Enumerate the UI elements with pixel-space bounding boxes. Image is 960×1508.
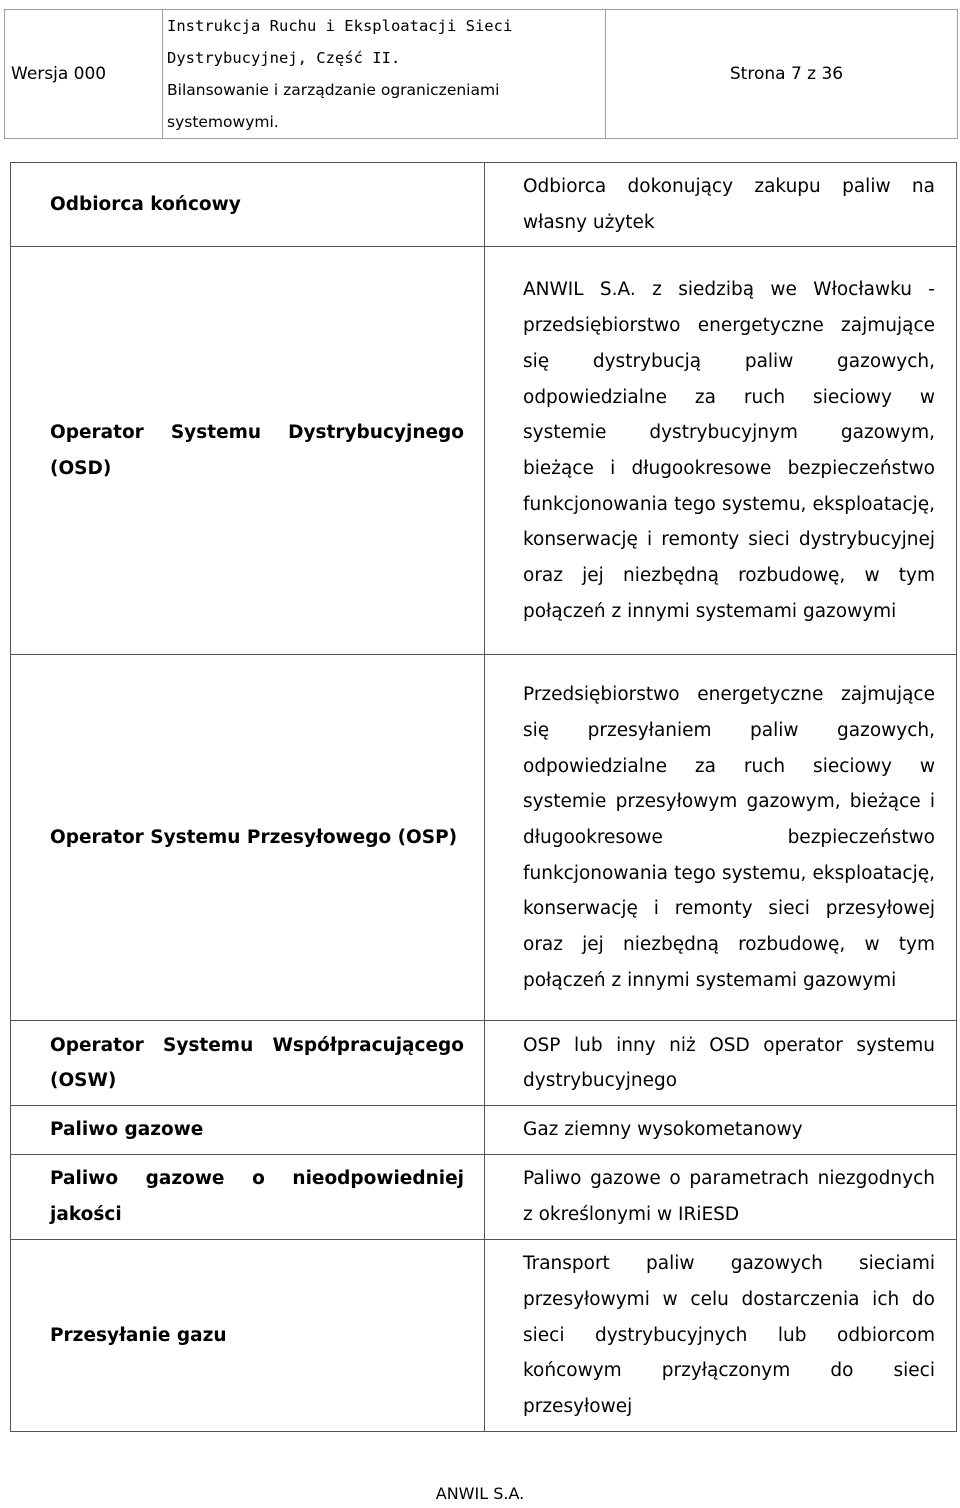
document-subtitle: Bilansowanie i zarządzanie ograniczeniami systemowymi. [167,81,500,131]
definition-text: ANWIL S.A. z siedzibą we Włocławku - przedsiębiorstwo energetyczne zajmujące się dystrybucją paliw gazowych, odpowiedzialne za ruch sieciowy w systemie dystrybucyjnym gazowym, bieżące i długookresowe bezpieczeństwo funkcjonowania tego systemu, eksploatację, konserwację i remonty sieci dystrybucyjnej oraz jej niezbędną rozbudowę, w tym połączeń z innymi systemami gazowymi [485,247,957,655]
table-row [11,1021,957,1106]
table-row [11,1240,957,1432]
definition-text: Transport paliw gazowych sieciami przesyłowymi w celu dostarczenia ich do sieci dystrybucyjnych lub odbiorcom końcowym przyłączonym do sieci przesyłowej [485,1240,957,1432]
definition-term: Operator Systemu Przesyłowego (OSP) [11,655,485,1021]
definition-text: Odbiorca dokonujący zakupu paliw na własny użytek [485,163,957,247]
document-version: Wersja 000 [11,64,107,84]
definition-text: OSP lub inny niż OSD operator systemu dystrybucyjnego [485,1021,957,1106]
definition-text: Przedsiębiorstwo energetyczne zajmujące się przesyłaniem paliw gazowych, odpowiedzialne za ruch sieciowy w systemie przesyłowym gazowym, bieżące i długookresowe bezpieczeństwo funkcjonowania tego systemu, eksploatację, konserwację i remonty sieci przesyłowej oraz jej niezbędną rozbudowę, w tym połączeń z innymi systemami gazowymi [485,655,957,1021]
header-version-cell [4,9,163,139]
definition-text: Paliwo gazowe o parametrach niezgodnych z określonymi w IRiESD [485,1155,957,1240]
definitions-table [10,162,957,1432]
table-row [11,1106,957,1155]
header-page-cell [606,9,958,139]
page-footer: ANWIL S.A. [435,1484,525,1503]
definition-term: Operator Systemu Dystrybucyjnego (OSD) [11,247,485,655]
table-row [11,247,957,655]
document-title: Instrukcja Ruchu i Eksploatacji Sieci Dystrybucyjnej, Część II. [167,17,513,67]
table-row [11,163,957,247]
header-title-cell [163,9,606,139]
definition-term: Przesyłanie gazu [11,1240,485,1432]
page-number: Strona 7 z 36 [729,64,844,84]
definition-term: Odbiorca końcowy [11,163,485,247]
table-row [11,1155,957,1240]
definition-term: Paliwo gazowe o nieodpowiedniej jakości [11,1155,485,1240]
definition-term: Paliwo gazowe [11,1106,485,1155]
definition-term: Operator Systemu Współpracującego (OSW) [11,1021,485,1106]
table-row [11,655,957,1021]
page-header [4,9,958,131]
definition-text: Gaz ziemny wysokometanowy [485,1106,957,1155]
